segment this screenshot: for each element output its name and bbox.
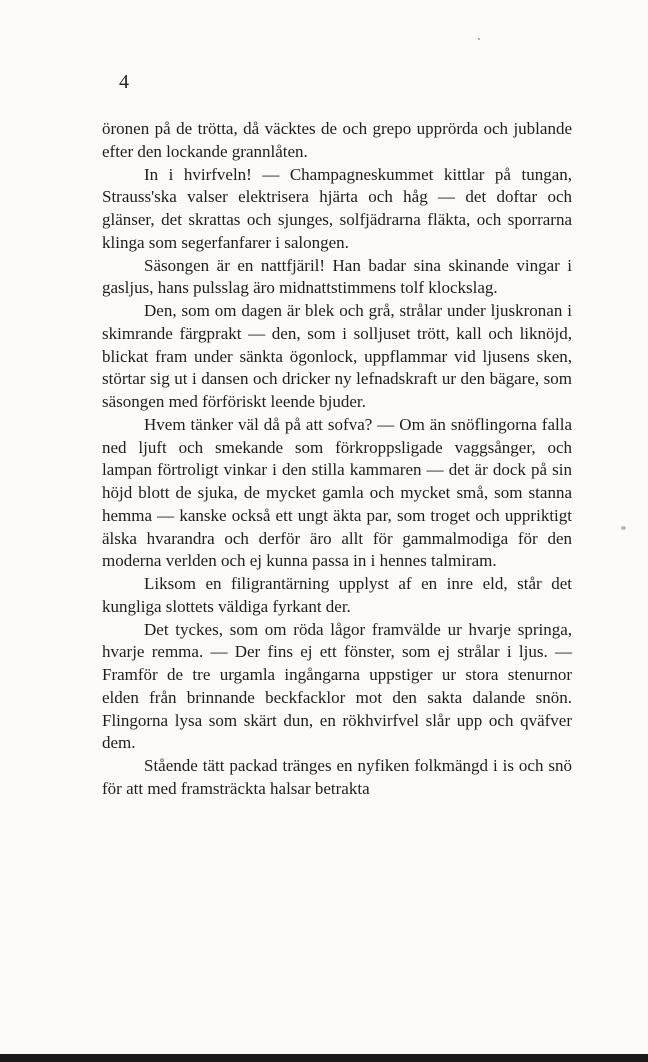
paragraph: Stående tätt packad tränges en nyfiken folkmängd i is och snö för att med framsträckta halsar betrakta [102,756,572,798]
paragraph: Den, som om dagen är blek och grå, strålar under ljuskronan i skimrande färgprakt — den, som i solljuset trött, kall och liknöjd, blickat fram under sänkta ögonlock, uppflammar vid ljusens sken, störtar sig ut i dansen och dricker ny lefnadskraft ur den bägare, som säsongen med förföriskt leende bjuder. [102,301,572,411]
paragraph: Säsongen är en nattfjäril! Han badar sina skinande vingar i gasljus, hans pulsslag äro midnattstimmens tolf klockslag. [102,255,572,298]
scan-border [0,1054,648,1062]
paragraph: Det tyckes, som om röda lågor framvälde ur hvarje springa, hvarje remma. — Der fins ej ett fönster, som ej strålar i ljus. — Framför de tre urgamla ingångarna uppstiger ur stora stenurnor elden från brinnande beckfacklor mot den sakta dalande snön. Flingorna lysa som skärt dun, en rökhvirfvel slår upp och qväfver dem. [102,619,572,753]
paragraph: Liksom en filigrantärning upplyst af en inre eld, står det kungliga slottets väldiga fyrkant der. [102,574,572,616]
page-number: 4 [119,71,129,93]
paragraph: Hvem tänker väl då på att sofva? — Om än snöflingorna falla ned ljuft och smekande som förkroppsligade vaggsånger, och lampan förtroligt vinkar i den stilla kammaren — det är dock på sin höjd blott de sjuka, de mycket gamla och mycket små, som stanna hemma — kanske också ett ungt äkta par, som troget och uppriktigt älska hvarandra och derför äro allt för gammalmodiga för den moderna verlden och ej kunna passa in i hennes talmiram. [102,414,572,571]
paper-speck [478,38,480,40]
paragraph: öronen på de trötta, då väcktes de och grepo upprörda och jublande efter den lockande grannlåten. [102,119,572,161]
paragraph: In i hvirfveln! — Champagneskummet kittlar på tungan, Strauss'ska valser elektrisera hjärta och håg — det doftar och glänser, det skrattas och sjunges, solfjädrarna fläkta, och sporrarna klinga som segerfanfarer i salongen. [102,164,572,252]
body-text [102,118,572,801]
paper-speck [621,526,626,530]
